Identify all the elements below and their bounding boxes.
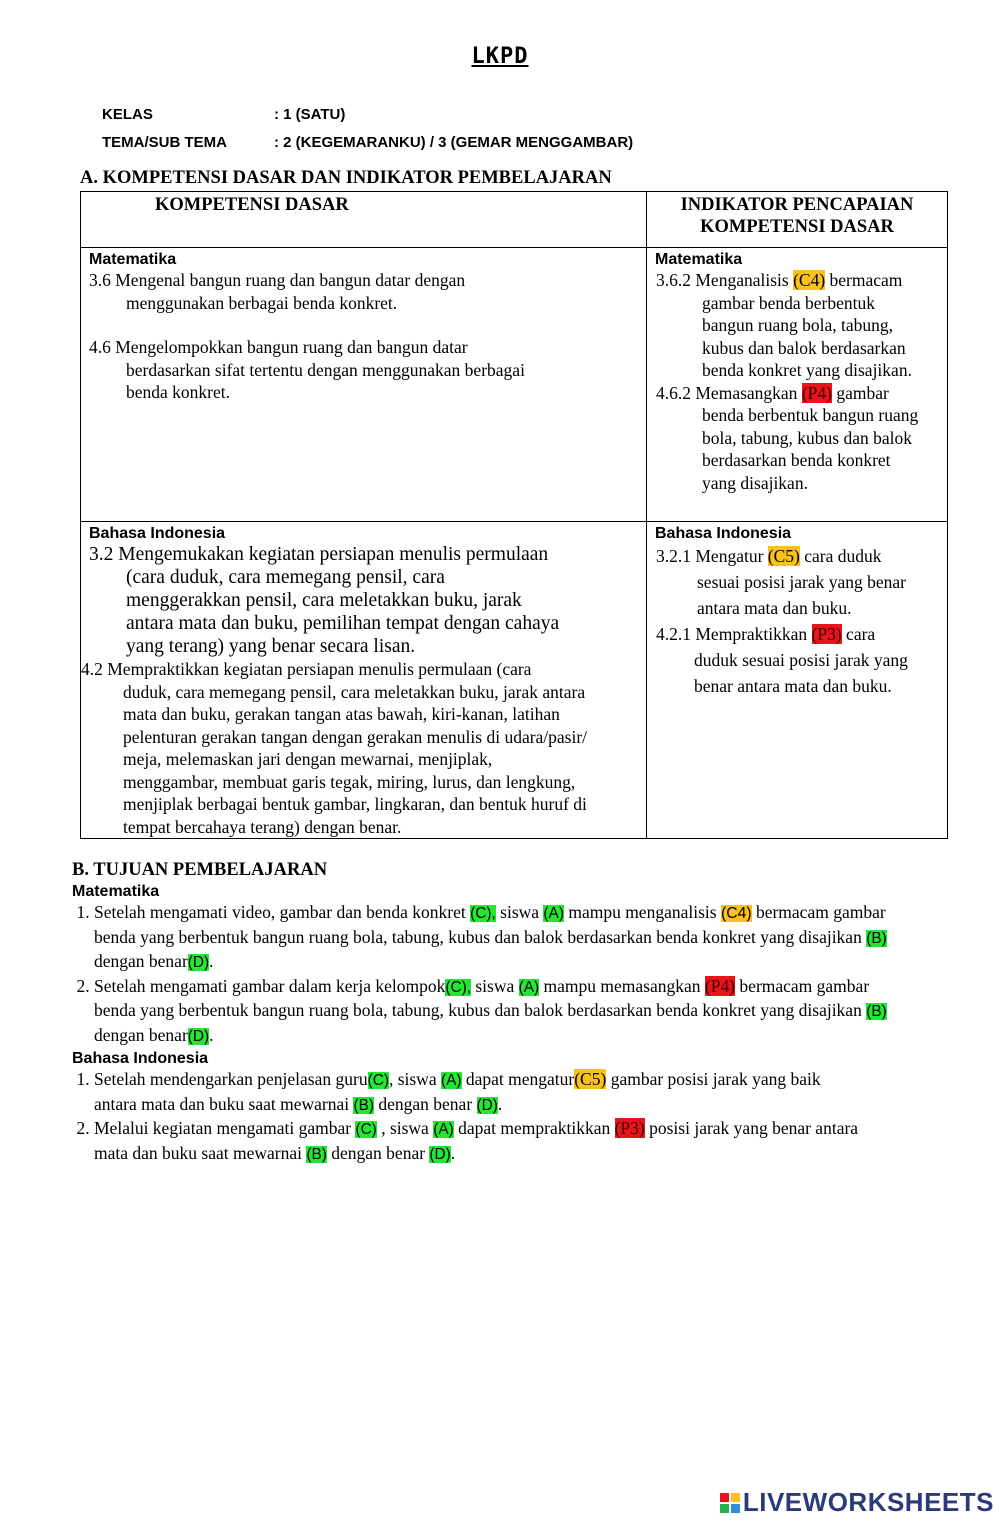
col-indikator-line2: KOMPETENSI DASAR xyxy=(700,217,894,237)
tag-a: (A) xyxy=(440,1072,462,1089)
kd-item-cont: duduk, cara memegang pensil, cara meletakkan buku, jarak antara xyxy=(123,681,586,702)
tag-p3: (P3) xyxy=(811,624,842,644)
kd-item: 3.6 Mengenal bangun ruang dan bangun datar dengan xyxy=(89,270,466,290)
subject-label: Bahasa Indonesia xyxy=(89,525,226,542)
tag-b: (B) xyxy=(353,1096,374,1114)
tag-p4: (P4) xyxy=(704,975,736,996)
tag-c: (C) xyxy=(355,1121,377,1138)
tag-d: (D) xyxy=(187,1027,210,1045)
liveworksheets-logo[interactable] xyxy=(720,1487,994,1518)
tag-b: (B) xyxy=(866,929,887,947)
tag-c: (C) xyxy=(367,1072,389,1089)
indikator-cont: berdasarkan benda konkret xyxy=(702,450,891,470)
subject-label: Matematika xyxy=(655,251,743,268)
tag-c5: (C5) xyxy=(767,546,800,566)
kd-item: 4.2 Mempraktikkan kegiatan persiapan menulis permulaan (cara xyxy=(81,659,532,679)
kd-item-cont: (cara duduk, cara memegang pensil, cara xyxy=(126,567,445,588)
tag-c4: (C4) xyxy=(720,905,752,922)
tag-d: (D) xyxy=(187,954,210,971)
list-item: 1. Setelah mendengarkan penjelasan guru(C), siswa (A) dapat mengatur(C5) gambar posisi jarak yang baik antara mata dan buku saat mewarnai (B) dengan benar (D). xyxy=(94,1068,864,1117)
tag-c: (C), xyxy=(445,978,471,996)
kd-item-cont: pelenturan gerakan tangan dengan gerakan menulis di udara/pasir/ xyxy=(123,726,588,747)
indikator-cont: bola, tabung, kubus dan balok xyxy=(702,427,912,448)
indikator-cont: bangun ruang bola, tabung, xyxy=(702,315,893,335)
list-item: 2. Melalui kegiatan mengamati gambar (C) , siswa (A) dapat mempraktikkan (P3) posisi jarak yang benar antara mata dan buku saat mewarnai (B) dengan benar (D). xyxy=(94,1117,864,1166)
indikator-item: 4.6.2 Memasangkan (P4) gambar xyxy=(656,382,889,403)
subject-label: Matematika xyxy=(72,883,160,900)
tema-value: : 2 (KEGEMARANKU) / 3 (GEMAR MENGGAMBAR) xyxy=(274,134,634,151)
kd-matematika-cell xyxy=(81,248,647,522)
tema-row xyxy=(102,134,633,151)
indikator-cont: gambar benda berbentuk xyxy=(702,292,875,313)
kd-item-cont: meja, melemaskan jari dengan mewarnai, menjiplak, xyxy=(123,749,493,769)
indikator-cont: duduk sesuai posisi jarak yang xyxy=(694,650,908,670)
indikator-cont: sesuai posisi jarak yang benar xyxy=(697,572,906,592)
tag-p3: (P3) xyxy=(614,1118,645,1138)
kd-item-cont: benda konkret. xyxy=(126,382,230,402)
list-item: 1. Setelah mengamati video, gambar dan benda konkret (C), siswa (A) mampu menganalisis (C4) bermacam gambar benda yang berbentuk bangun ruang bola, tabung, kubus dan balok berdasarkan benda konkret yang disajikan (B) dengan benar(D). xyxy=(94,901,894,975)
tag-b: (B) xyxy=(306,1145,327,1163)
logo-icon xyxy=(720,1493,740,1513)
col-indikator-line1: INDIKATOR PENCAPAIAN xyxy=(680,195,914,215)
indikator-cont: kubus dan balok berdasarkan xyxy=(702,337,906,358)
col-indikator xyxy=(647,192,948,248)
tag-b: (B) xyxy=(866,1003,887,1020)
kelas-row xyxy=(102,106,345,123)
indikator-bahasa-cell xyxy=(647,522,948,839)
section-b-heading: B. TUJUAN PEMBELAJARAN xyxy=(72,860,328,880)
kd-item-cont: menggerakkan pensil, cara meletakkan buku, jarak xyxy=(126,590,522,611)
tag-p4: (P4) xyxy=(801,382,832,403)
kd-item: 3.2 Mengemukakan kegiatan persiapan menulis permulaan xyxy=(89,544,549,565)
kd-bahasa-cell xyxy=(81,522,647,839)
objective-list-bahasa xyxy=(72,1068,864,1166)
kd-item-cont: berdasarkan sifat tertentu dengan menggunakan berbagai xyxy=(126,359,525,380)
indikator-matematika-cell xyxy=(647,248,948,522)
indikator-cont: benda berbentuk bangun ruang xyxy=(702,405,919,425)
table-header-row xyxy=(81,192,948,248)
tag-c4: (C4) xyxy=(793,270,826,290)
tag-d: (D) xyxy=(429,1145,451,1163)
tag-a: (A) xyxy=(543,905,564,922)
tema-label: TEMA/SUB TEMA xyxy=(102,134,227,151)
subject-label: Bahasa Indonesia xyxy=(72,1050,209,1067)
kd-item-cont: yang terang) yang benar secara lisan. xyxy=(126,636,416,657)
logo-block-blue xyxy=(731,1504,740,1513)
indikator-cont: benar antara mata dan buku. xyxy=(694,676,892,696)
indikator-item: 3.2.1 Mengatur (C5) cara duduk xyxy=(656,546,882,566)
page-title: LKPD xyxy=(471,44,529,69)
section-b xyxy=(72,860,972,1166)
section-a-heading: A. KOMPETENSI DASAR DAN INDIKATOR PEMBELAJARAN xyxy=(80,168,612,188)
indikator-item: 4.2.1 Mempraktikkan (P3) cara xyxy=(656,624,876,644)
logo-block-yellow xyxy=(731,1493,740,1502)
list-item: 2. Setelah mengamati gambar dalam kerja kelompok(C), siswa (A) mampu memasangkan (P4) bermacam gambar benda yang berbentuk bangun ruang bola, tabung, kubus dan balok berdasarkan benda konkret yang disajikan (B) dengan benar(D). xyxy=(94,975,894,1049)
objective-list-math xyxy=(72,901,894,1048)
competency-table xyxy=(80,191,948,839)
kd-item-cont: menggunakan berbagai benda konkret. xyxy=(126,292,398,313)
tag-a: (A) xyxy=(433,1121,454,1138)
col-kompetensi-dasar: KOMPETENSI DASAR xyxy=(81,192,647,248)
table-row-matematika xyxy=(81,248,948,522)
logo-text: LIVEWORKSHEETS xyxy=(742,1487,994,1517)
tag-d: (D) xyxy=(476,1096,498,1114)
subject-label: Bahasa Indonesia xyxy=(655,525,792,542)
kd-item-cont: menjiplak berbagai bentuk gambar, lingkaran, dan bentuk huruf di xyxy=(123,794,587,814)
logo-block-red xyxy=(720,1493,729,1502)
kd-item-cont: antara mata dan buku, pemilihan tempat dengan cahaya xyxy=(126,613,560,634)
indikator-cont: yang disajikan. xyxy=(702,472,808,493)
kd-item-cont: tempat bercahaya terang) dengan benar. xyxy=(123,816,402,837)
tag-c5: (C5) xyxy=(574,1069,607,1089)
indikator-cont: antara mata dan buku. xyxy=(697,598,852,618)
kd-item-cont: mata dan buku, gerakan tangan atas bawah, kiri-kanan, latihan xyxy=(123,704,560,724)
table-row-bahasa xyxy=(81,522,948,839)
kd-item-cont: menggambar, membuat garis tegak, miring, lurus, dan lengkung, xyxy=(123,771,576,792)
subject-label: Matematika xyxy=(89,251,177,268)
indikator-item: 3.6.2 Menganalisis (C4) bermacam xyxy=(656,270,903,290)
tag-c: (C), xyxy=(470,905,496,922)
kd-item: 4.6 Mengelompokkan bangun ruang dan bangun datar xyxy=(89,337,468,357)
indikator-cont: benda konkret yang disajikan. xyxy=(702,360,912,380)
kelas-label: KELAS xyxy=(102,106,153,123)
logo-block-green xyxy=(720,1504,729,1513)
kelas-value: : 1 (SATU) xyxy=(274,106,346,123)
tag-a: (A) xyxy=(518,978,540,996)
